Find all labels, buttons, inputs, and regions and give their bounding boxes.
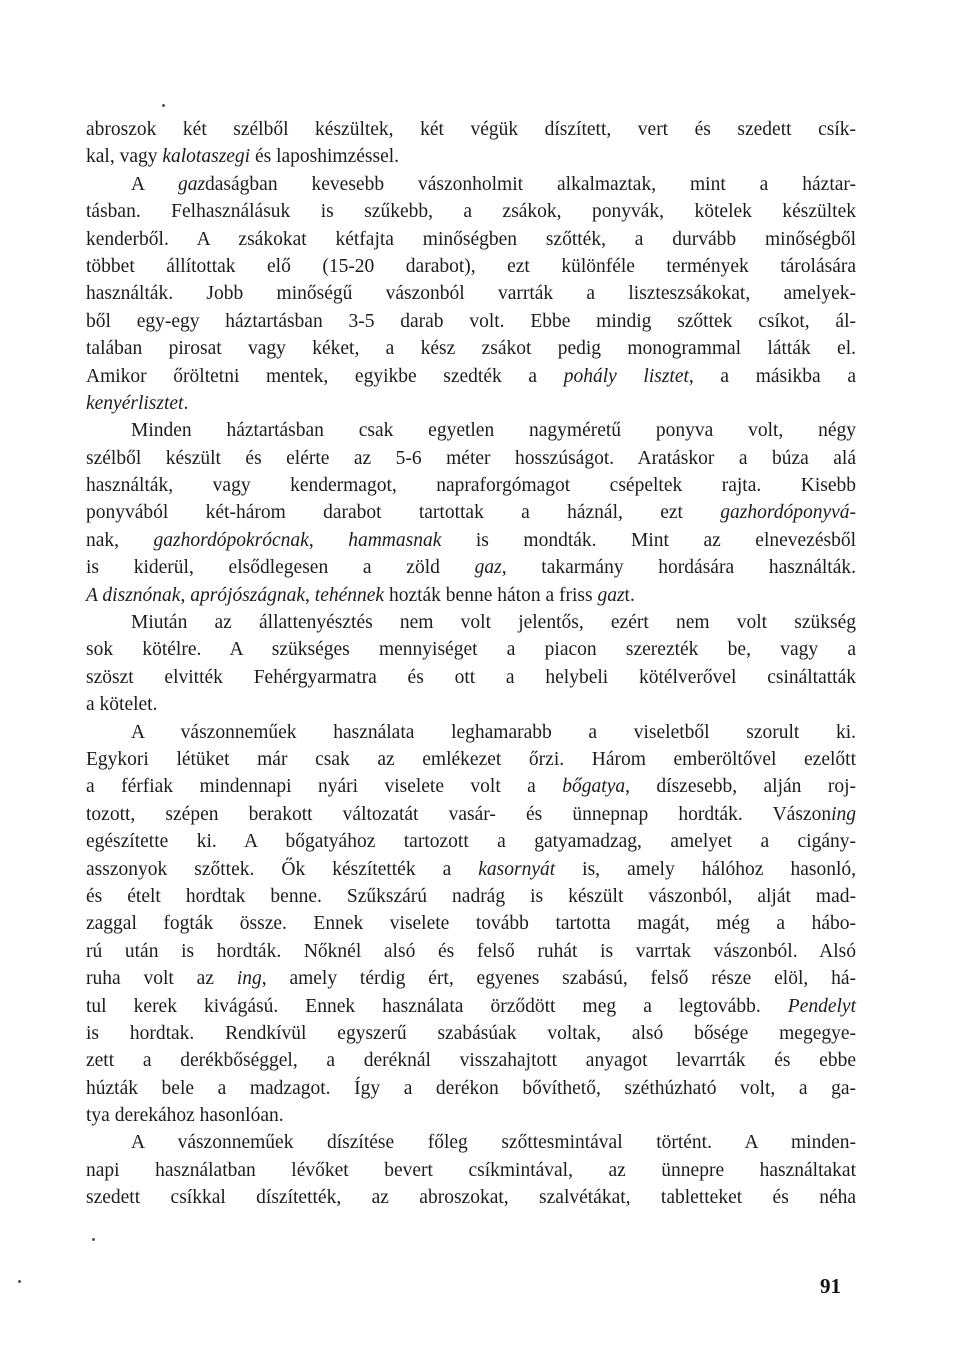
text-line: napi használatban lévőket bevert csíkmintával, az ünnepre használtakat — [86, 1159, 856, 1181]
text-line: Egykori létüket már csak az emlékezet őrzi. Három emberöltővel ezelőtt — [86, 748, 856, 770]
text-line: szélből készült és elérte az 5-6 méter hosszúságot. Aratáskor a búza alá — [86, 447, 856, 469]
text-line: Miután az állattenyésztés nem volt jelentős, ezért nem volt szükség — [131, 612, 856, 634]
text-line: A vászonneműek díszítése főleg szőttesmintával történt. A minden- — [131, 1132, 856, 1154]
text-line: a férfiak mindennapi nyári viselete volt a bőgatya, díszesebb, alján roj- — [86, 776, 856, 798]
text-line: A vászonneműek használata leghamarabb a viseletből szorult ki. — [131, 721, 856, 743]
text-line: tásban. Felhasználásuk is szűkebb, a zsákok, ponyvák, kötelek készültek — [86, 201, 856, 223]
text-line: is kiderül, elsődlegesen a zöld gaz, takarmány hordására használták. — [86, 557, 856, 579]
scan-speck — [18, 1280, 21, 1283]
text-line: A disznónak, aprójószágnak, tehénnek hozták benne háton a friss gazt. — [86, 584, 635, 606]
text-line: kenderből. A zsákokat kétfajta minőségben szőtték, a durvább minőségből — [86, 228, 856, 250]
text-line: zett a derékbőséggel, a deréknál visszahajtott anyagot levarrták és ebbe — [86, 1050, 856, 1072]
text-line: Amikor őröltetni mentek, egyikbe szedték a pohály lisztet, a másikba a — [86, 365, 857, 387]
text-line: használták. Jobb minőségű vászonból varrták a liszteszsákokat, amelyek- — [86, 283, 856, 305]
text-line: sok kötélre. A szükséges mennyiséget a piacon szerezték be, vagy a — [86, 639, 856, 661]
text-line: tul kerek kivágású. Ennek használata örződött meg a legtovább. Pendelyt — [86, 995, 856, 1017]
text-line: abroszok két szélből készültek, két végük díszített, vert és szedett csík- — [86, 119, 856, 140]
scan-speck — [92, 1238, 95, 1241]
text-line: talában pirosat vagy kéket, a kész zsákot pedig monogrammal látták el. — [86, 338, 856, 360]
text-line: ruha volt az ing, amely térdig ért, egyenes szabású, felső része elöl, há- — [86, 968, 857, 990]
text-line: és ételt hordtak benne. Szűkszárú nadrág is készült vászonból, alját mad- — [86, 885, 856, 907]
text-line: húzták bele a madzagot. Így a derékon bővíthető, széthúzható volt, a ga- — [86, 1077, 856, 1099]
text-line: is hordtak. Rendkívül egyszerű szabásúak voltak, alsó bősége megegye- — [86, 1022, 856, 1044]
text-line: asszonyok szőttek. Ők készítették a kasornyát is, amely hálóhoz hasonló, — [86, 858, 856, 880]
text-line: használták, vagy kendermagot, napraforgómagot csépeltek rajta. Kisebb — [86, 475, 856, 497]
text-line: szöszt elvitték Fehérgyarmatra és ott a helybeli kötélverővel csináltatták — [86, 666, 856, 688]
text-line: rú után is hordták. Nőknél alsó és felső ruhát is varrtak vászonból. Alsó — [86, 940, 856, 962]
body-text — [86, 116, 856, 1212]
text-line: kenyérlisztet. — [86, 392, 189, 414]
text-line: ből egy-egy háztartásban 3-5 darab volt. Ebbe mindig szőttek csíkot, ál- — [86, 310, 856, 332]
text-line: szedett csíkkal díszítették, az abroszokat, szalvétákat, tabletteket és néha — [86, 1187, 856, 1209]
text-line: Minden háztartásban csak egyetlen nagyméretű ponyva volt, négy — [131, 420, 856, 442]
page-number: 91 — [820, 1274, 841, 1298]
text-line: egészítette ki. A bőgatyához tartozott a gatyamadzag, amelyet a cigány- — [86, 831, 856, 853]
text-line: a kötelet. — [86, 694, 158, 716]
text-line: tya derekához hasonlóan. — [86, 1105, 284, 1127]
text-line: nak, gazhordópokrócnak, hammasnak is mondták. Mint az elnevezésből — [86, 529, 856, 551]
text-line: tozott, szépen berakott változatát vasár- és ünnepnap hordták. Vászoning — [86, 803, 856, 825]
text-line: többet állítottak elő (15-20 darabot), ezt különféle termények tárolására — [86, 255, 856, 277]
text-line: zaggal fogták össze. Ennek viselete tovább tartotta magát, még a hábo- — [86, 913, 856, 935]
text-line: A gazdaságban kevesebb vászonholmit alkalmaztak, mint a háztar- — [131, 173, 856, 195]
text-line: ponyvából két-három darabot tartottak a háznál, ezt gazhordóponyvá- — [86, 502, 856, 524]
scan-speck — [162, 104, 165, 107]
text-line: kal, vagy kalotaszegi és laposhimzéssel. — [86, 146, 400, 168]
